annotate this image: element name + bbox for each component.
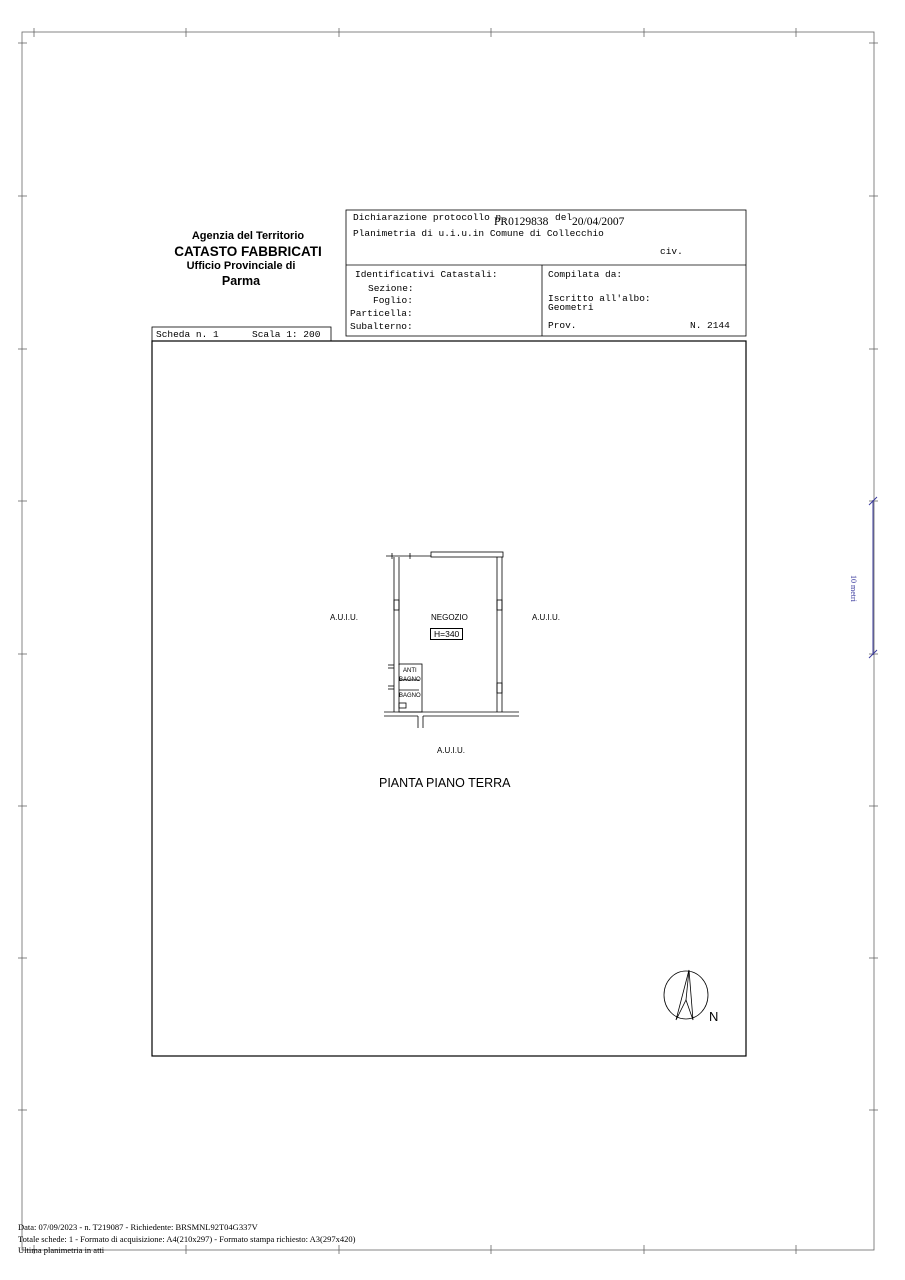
identifiers-title: Identificativi Catastali: (355, 269, 498, 280)
sezione-label: Sezione: (368, 283, 414, 294)
adjacent-bottom-label: A.U.I.U. (437, 746, 466, 755)
room-bagno-label-1: BAGNO (399, 677, 421, 683)
room-anti-label: ANTI (403, 668, 417, 674)
footer-line-2: Totale schede: 1 - Formato di acquisizione: A4(210x297) - Formato stampa richiesto: A3(297x420) (18, 1234, 356, 1244)
footer-line-3: Ultima planimetria in atti (18, 1245, 105, 1255)
room-bagno-label-2: BAGNO (399, 693, 421, 699)
scale-bar-label: 10 metri (849, 575, 858, 602)
declaration-date: 20/04/2007 (572, 216, 625, 228)
office-city: Parma (221, 274, 261, 288)
catasto-title: CATASTO FABBRICATI (174, 244, 322, 259)
planimetry-text: Planimetria di u.i.u.in Comune di Collecchio (353, 228, 604, 239)
footer-line-1: Data: 07/09/2023 - n. T219087 - Richiedente: BRSMNL92T04G337V (18, 1222, 258, 1232)
room-negozio-label: NEGOZIO (431, 613, 468, 622)
office-label: Ufficio Provinciale di (186, 260, 296, 272)
profession-value: Geometri (548, 302, 594, 313)
number-value: 2144 (707, 320, 730, 331)
date-label: del (555, 212, 573, 223)
scheda-label: Scheda n. 1 (156, 329, 219, 340)
civ-label: civ. (660, 246, 683, 257)
particella-label: Particella: (350, 308, 413, 319)
height-label: H=340 (430, 628, 463, 640)
north-arrow (664, 970, 708, 1020)
registered-label: Iscritto all'albo: (548, 293, 651, 304)
protocol-label: Dichiarazione protocollo n. (353, 212, 507, 223)
protocol-number: PR0129838 (494, 216, 549, 228)
adjacent-right-label: A.U.I.U. (532, 613, 561, 622)
prov-label: Prov. (548, 320, 577, 331)
agency-name: Agenzia del Territorio (191, 230, 305, 242)
foglio-label: Foglio: (373, 295, 413, 306)
subalterno-label: Subalterno: (350, 321, 413, 332)
adjacent-left-label: A.U.I.U. (330, 613, 359, 622)
floor-title: PIANTA PIANO TERRA (379, 776, 511, 790)
number-label: N. (690, 320, 702, 331)
compiled-by-label: Compilata da: (548, 269, 623, 280)
floor-plan (384, 552, 519, 728)
north-label: N (709, 1009, 719, 1024)
scale-label: Scala 1: 200 (252, 329, 321, 340)
agency-heading (168, 230, 328, 288)
scale-bar (869, 497, 877, 658)
